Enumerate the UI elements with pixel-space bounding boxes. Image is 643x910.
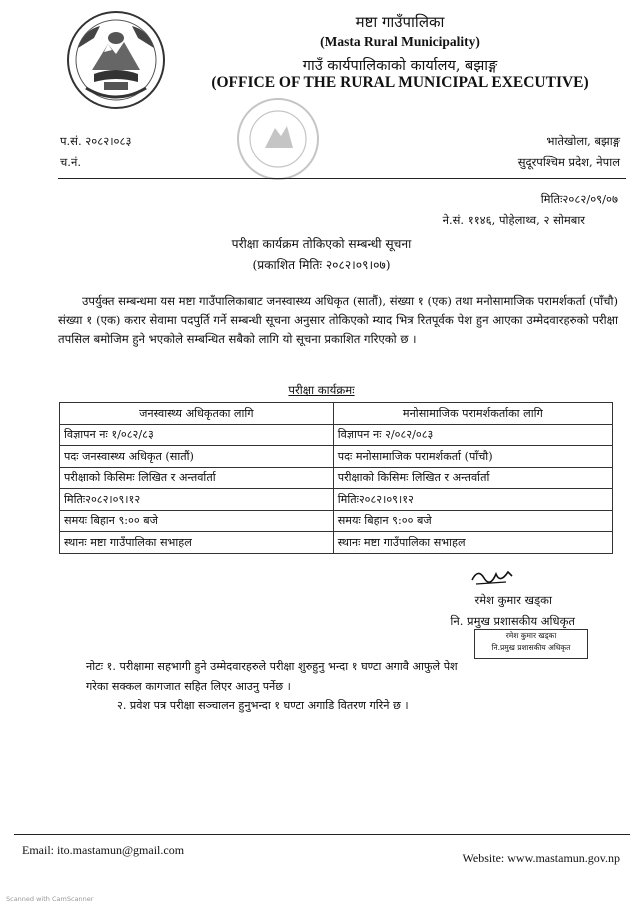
municipality-name-en: (Masta Rural Municipality): [320, 34, 480, 49]
table-row: [60, 510, 613, 532]
office-name-en: (OFFICE OF THE RURAL MUNICIPAL EXECUTIVE): [211, 74, 589, 91]
notice-body: उपर्युक्त सम्बन्धमा यस मष्टा गाउँपालिकाबाट जनस्वास्थ्य अधिकृत (सातौं), संख्या १ (एक) तथा मनोसामाजिक परामर्शकर्ता (पाँचौ) संख्या १ (एक) करार सेवामा पदपुर्ति गर्ने सम्बन्धी सूचना अनुसार तोकिएको म्याद भित्र रितपूर्वक पेश हुन आएका उम्मेदवारहरुको परीक्षा तपसिल बमोजिम हुने भएकोले सम्बन्धित सबैको लागि यो सूचना प्रकाशित गरिएको छ ।: [58, 294, 618, 346]
footer-email: Email: ito.mastamun@gmail.com: [22, 843, 185, 857]
office-location: भातेखोला, बझाङ्ग: [546, 134, 620, 148]
dispatch-number: च.नं.: [60, 155, 81, 169]
table-cell: पदः जनस्वास्थ्य अधिकृत (सातौं): [60, 446, 334, 468]
notice-title: परीक्षा कार्यक्रम तोकिएको सम्बन्धी सूचना: [231, 237, 412, 251]
nepal-emblem-logo: [64, 8, 168, 112]
table-cell: विज्ञापन नः १/०८२/८३: [60, 424, 334, 446]
table-cell: परीक्षाको किसिमः लिखित र अन्तर्वार्ता: [333, 467, 612, 489]
table-row: [60, 467, 613, 489]
municipality-name-np: मष्टा गाउँपालिका: [355, 13, 445, 31]
published-date: (प्रकाशित मितिः २०८२।०९।०७): [252, 258, 391, 272]
table-cell: मितिः२०८२।०९।१२: [333, 489, 612, 511]
col2-header: मनोसामाजिक परामर्शकर्ताका लागि: [333, 403, 612, 425]
table-cell: समयः बिहान ९:०० बजे: [333, 510, 612, 532]
table-row: [60, 446, 613, 468]
handwritten-signature: [470, 566, 514, 588]
issue-date: मितिः२०८२/०९/०७: [540, 192, 618, 206]
table-row: [60, 489, 613, 511]
program-heading: परीक्षा कार्यक्रमः: [288, 383, 355, 397]
col1-header: जनस्वास्थ्य अधिकृतका लागि: [60, 403, 334, 425]
header-rule: [58, 178, 626, 179]
office-name-np: गाउँ कार्यपालिकाको कार्यालय, बझाङ्ग: [302, 58, 498, 74]
table-row: [60, 532, 613, 554]
officer-stamp: [474, 629, 588, 659]
footer-rule: [14, 834, 630, 835]
reference-number: प.सं. २०८२।०८३: [60, 134, 132, 148]
note-1: नोटः १. परीक्षामा सहभागी हुने उम्मेदवारहरुले परीक्षा शुरुहुनु भन्दा १ घण्टा अगावै आफुले पेश: [86, 660, 458, 673]
footer-website: Website: www.mastamun.gov.np: [462, 851, 620, 865]
note-2: २. प्रवेश पत्र परीक्षा सञ्चालन हुनुभन्दा १ घण्टा अगाडि वितरण गरिने छ ।: [117, 699, 409, 712]
table-cell: स्थानः मष्टा गाउँपालिका सभाहल: [333, 532, 612, 554]
stamp-name: रमेश कुमार खड्का: [505, 631, 557, 640]
table-cell: विज्ञापन नः २/०८२/०८३: [333, 424, 612, 446]
table-row: [60, 424, 613, 446]
table-cell: पदः मनोसामाजिक परामर्शकर्ता (पाँचौ): [333, 446, 612, 468]
exam-program-table: [59, 402, 613, 554]
scanner-watermark: Scanned with CamScanner: [6, 895, 94, 903]
signatory-name: रमेश कुमार खड्का: [474, 593, 552, 607]
table-cell: परीक्षाको किसिमः लिखित र अन्तर्वार्ता: [60, 467, 334, 489]
official-seal: [235, 96, 321, 182]
table-cell: मितिः२०८२।०९।१२: [60, 489, 334, 511]
signatory-title: नि. प्रमुख प्रशासकीय अधिकृत: [450, 614, 575, 628]
office-province: सुदूरपश्चिम प्रदेश, नेपाल: [517, 155, 620, 169]
table-cell: समयः बिहान ९:०० बजे: [60, 510, 334, 532]
note-1-continued: गरेका सक्कल कागजात सहित लिएर आउनु पर्नेछ ।: [86, 680, 291, 693]
stamp-title: नि.प्रमुख प्रशासकीय अधिकृत: [491, 643, 571, 652]
table-cell: स्थानः मष्टा गाउँपालिका सभाहल: [60, 532, 334, 554]
table-header-row: [60, 403, 613, 425]
nepal-sambat-date: ने.सं. ११४६, पोहेलाथ्व, २ सोमबार: [442, 213, 585, 227]
